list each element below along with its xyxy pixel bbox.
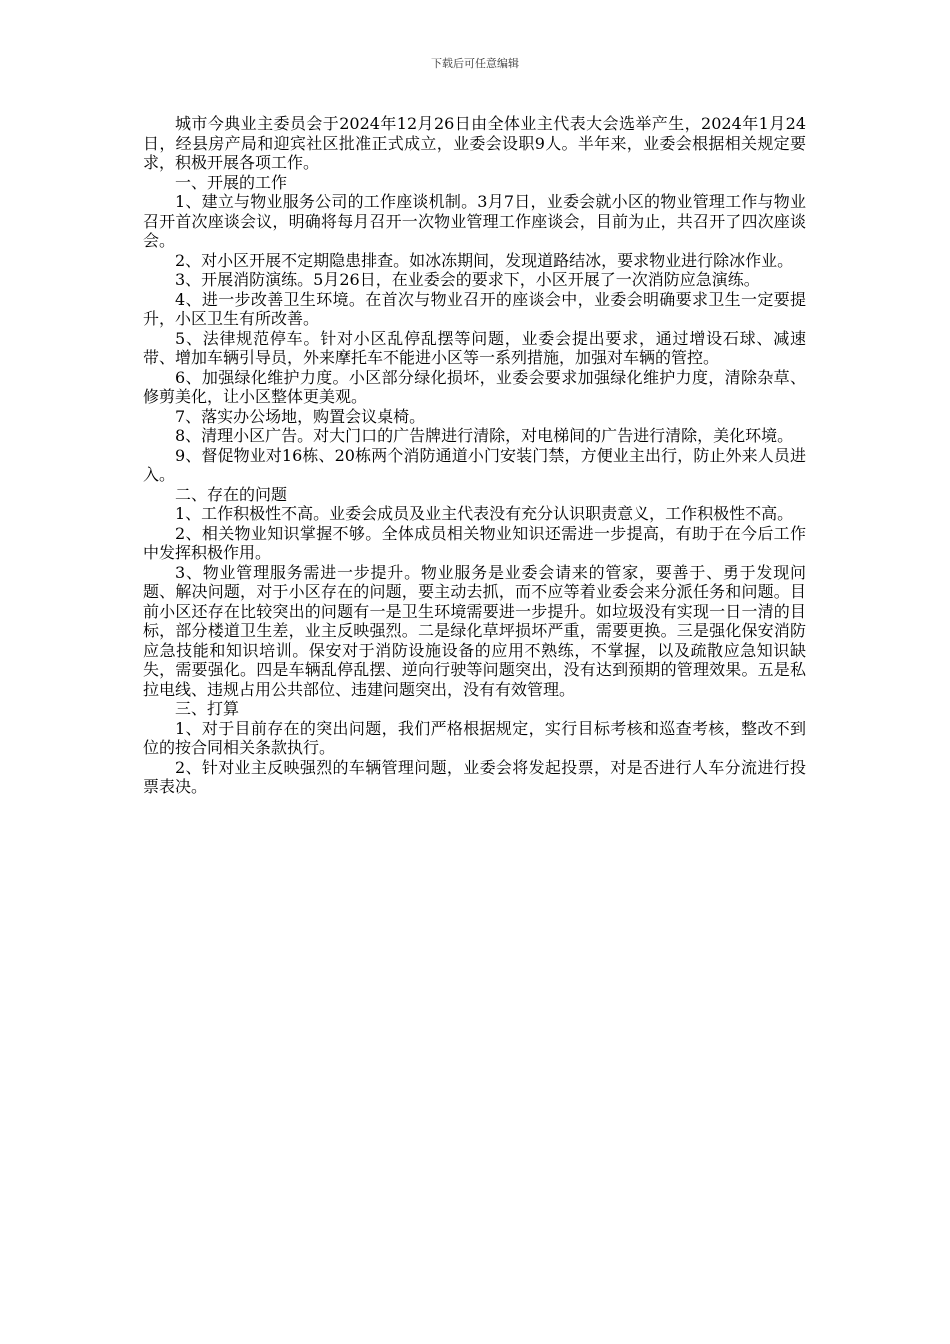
work-item-8: 8、清理小区广告。对大门口的广告牌进行清除，对电梯间的广告进行清除，美化环境。 <box>175 426 794 445</box>
page-header: 下载后可任意编辑 <box>431 57 519 70</box>
work-item-3: 3、开展消防演练。5月26日，在业委会的要求下，小区开展了一次消防应急演练。 <box>175 270 760 289</box>
section-heading-problems: 二、存在的问题 <box>175 484 288 504</box>
document-body <box>143 114 806 797</box>
work-item-5: 5、法律规范停车。针对小区乱停乱摆等问题，业委会提出要求，通过增设石球、减速带、增加车辆引导员，外来摩托车不能进小区等一系列措施，加强对车辆的管控。 <box>143 328 806 367</box>
section-heading-work-done: 一、开展的工作 <box>175 172 288 192</box>
section-heading-plans: 三、打算 <box>175 699 240 718</box>
problem-item-1: 1、工作积极性不高。业委会成员及业主代表没有充分认识职责意义，工作积极性不高。 <box>175 504 794 523</box>
problem-item-2: 2、相关物业知识掌握不够。全体成员相关物业知识还需进一步提高，有助于在今后工作中发挥积极作用。 <box>143 523 806 562</box>
work-item-4: 4、进一步改善卫生环境。在首次与物业召开的座谈会中，业委会明确要求卫生一定要提升，小区卫生有所改善。 <box>143 289 806 328</box>
work-item-9: 9、督促物业对16栋、20栋两个消防通道小门安装门禁，方便业主出行，防止外来人员进入。 <box>143 445 806 484</box>
intro-paragraph: 城市今典业主委员会于2024年12月26日由全体业主代表大会选举产生，2024年1月24日，经县房产局和迎宾社区批准正式成立，业委会设职9人。半年来，业委会根据相关规定要求，积极开展各项工作。 <box>143 114 806 172</box>
work-item-1: 1、建立与物业服务公司的工作座谈机制。3月7日，业委会就小区的物业管理工作与物业召开首次座谈会议，明确将每月召开一次物业管理工作座谈会，目前为止，共召开了四次座谈会。 <box>143 192 806 250</box>
plan-item-1: 1、对于目前存在的突出问题，我们严格根据规定，实行目标考核和巡查考核，整改不到位的按合同相关条款执行。 <box>143 718 806 757</box>
work-item-2: 2、对小区开展不定期隐患排查。如冰冻期间，发现道路结冰，要求物业进行除冰作业。 <box>175 250 794 270</box>
plan-item-2: 2、针对业主反映强烈的车辆管理问题，业委会将发起投票，对是否进行人车分流进行投票表决。 <box>143 757 806 796</box>
work-item-6: 6、加强绿化维护力度。小区部分绿化损坏，业委会要求加强绿化维护力度，清除杂草、修剪美化，让小区整体更美观。 <box>143 367 806 406</box>
problem-item-3: 3、物业管理服务需进一步提升。物业服务是业委会请来的管家，要善于、勇于发现问题、解决问题，对于小区存在的问题，要主动去抓，而不应等着业委会来分派任务和问题。目前小区还存在比较突出的问题有一是卫生环境需要进一步提升。如垃圾没有实现一日一清的目标，部分楼道卫生差，业主反映强烈。二是绿化草坪损坏严重，需要更换。三是强化保安消防应急技能和知识培训。保安对于消防设施设备的应用不熟练，不掌握，以及疏散应急知识缺失，需要强化。四是车辆乱停乱摆、逆向行驶等问题突出，没有达到预期的管理效果。五是私拉电线、违规占用公共部位、违建问题突出，没有有效管理。 <box>143 562 806 699</box>
work-item-7: 7、落实办公场地，购置会议桌椅。 <box>175 406 426 426</box>
